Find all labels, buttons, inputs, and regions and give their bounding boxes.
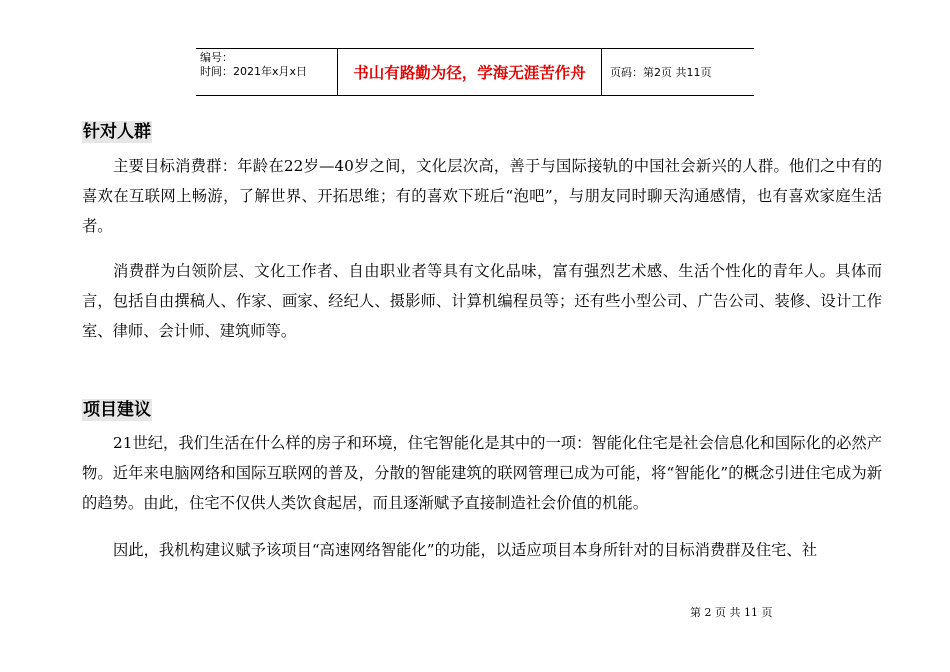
time-label: 时间：2021年x月x日	[200, 65, 308, 78]
header-table	[196, 48, 754, 96]
section-title-target-audience: 针对人群	[83, 122, 151, 142]
header-motto: 书山有路勤为径，学海无涯苦作舟	[338, 49, 602, 95]
section-title-project-suggestion: 项目建议	[83, 400, 151, 420]
header-page-code: 页码：第2页 共11页	[610, 66, 712, 79]
page-footer: 第 2 页 共 11 页	[690, 606, 773, 619]
paragraph: 消费群为白领阶层、文化工作者、自由职业者等具有文化品味，富有强烈艺术感、生活个性化的青年人。具体而言，包括自由撰稿人、作家、画家、经纪人、摄影师、计算机编程员等；还有些小型公司、广告公司、装修、设计工作室、律师、会计师、建筑师等。	[82, 262, 882, 340]
paragraph: 因此，我机构建议赋予该项目“高速网络智能化”的功能，以适应项目本身所针对的目标消费群及住宅、社	[113, 541, 818, 559]
paragraph: 主要目标消费群：年龄在22岁—40岁之间，文化层次高，善于与国际接轨的中国社会新兴的人群。他们之中有的喜欢在互联网上畅游，了解世界、开拓思维；有的喜欢下班后“泡吧”，与朋友同时聊天沟通感情，也有喜欢家庭生活者。	[82, 157, 882, 235]
paragraph: 21世纪，我们生活在什么样的房子和环境，住宅智能化是其中的一项：智能化住宅是社会信息化和国际化的必然产物。近年来电脑网络和国际互联网的普及，分散的智能建筑的联网管理已成为可能，将“智能化”的概念引进住宅成为新的趋势。由此，住宅不仅供人类饮食起居，而且逐渐赋予直接制造社会价值的机能。	[82, 434, 883, 512]
number-label: 编号：	[200, 51, 233, 64]
header-meta-cell	[196, 49, 338, 95]
